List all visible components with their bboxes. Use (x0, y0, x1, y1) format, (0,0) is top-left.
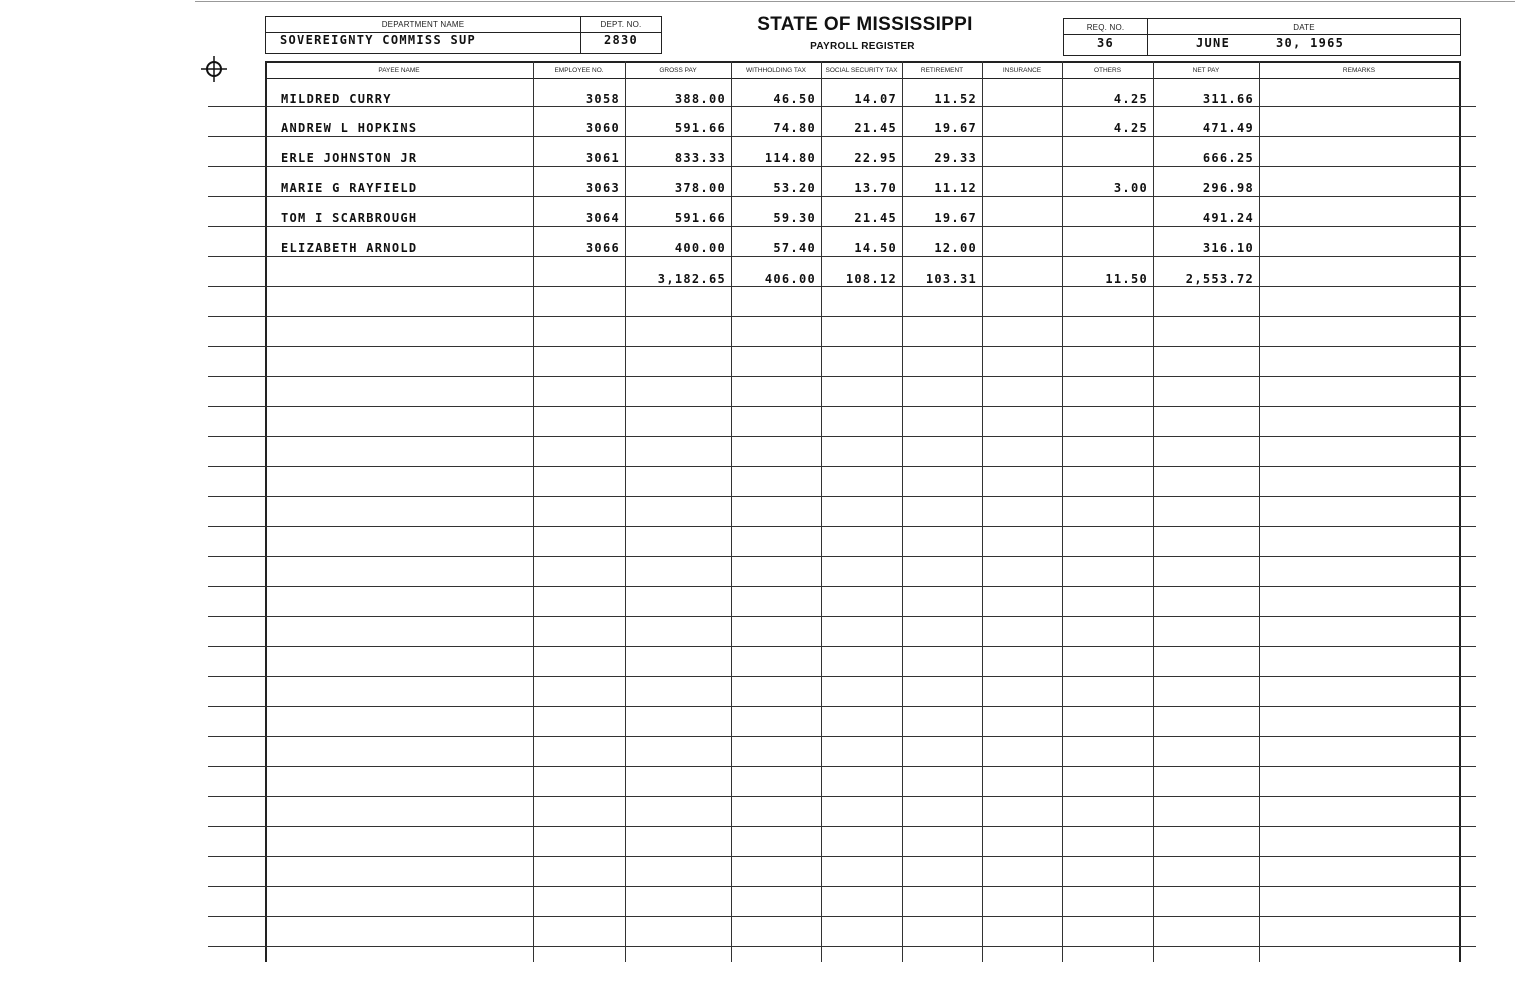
total-withholding: 406.00 (764, 272, 816, 286)
page-subtitle: PAYROLL REGISTER (810, 41, 915, 52)
grid-row-line (208, 856, 1476, 857)
cell-emp: 3061 (585, 151, 620, 165)
grid-row-line (208, 736, 1476, 737)
cell-net: 316.10 (1202, 241, 1254, 255)
cell-ret: 12.00 (934, 241, 977, 255)
grid-row-line (208, 586, 1476, 587)
cell-wh: 57.40 (773, 241, 816, 255)
cell-ss: 14.07 (854, 92, 897, 106)
grid-row-line (208, 886, 1476, 887)
column-header-retirement: RETIREMENT (920, 67, 964, 74)
column-header-withholding: WITHHOLDING TAX (745, 67, 807, 74)
cell-emp: 3066 (585, 241, 620, 255)
dept-no-value: 2830 (603, 33, 639, 47)
registration-target-icon (201, 56, 227, 82)
grid-row-line (208, 526, 1476, 527)
grid-row-line (208, 406, 1476, 407)
cell-gross: 591.66 (674, 211, 726, 225)
grid-row-line (208, 946, 1476, 947)
cell-net: 296.98 (1202, 181, 1254, 195)
cell-emp: 3063 (585, 181, 620, 195)
cell-name: TOM I SCARBROUGH (281, 211, 418, 225)
cell-ret: 19.67 (934, 211, 977, 225)
total-net: 2,553.72 (1185, 272, 1254, 286)
cell-ret: 29.33 (934, 151, 977, 165)
column-header-payee: PAYEE NAME (378, 67, 420, 74)
cell-ret: 11.52 (934, 92, 977, 106)
total-others: 11.50 (1105, 272, 1148, 286)
date-day-year: 30, 1965 (1276, 36, 1345, 50)
grid-row-line (208, 226, 1476, 227)
cell-net: 311.66 (1202, 92, 1254, 106)
cell-name: MILDRED CURRY (281, 92, 392, 106)
cell-ss: 21.45 (854, 121, 897, 135)
grid-row-line (208, 136, 1476, 137)
grid-top-border (265, 61, 1460, 63)
grid-row-line (208, 166, 1476, 167)
cell-wh: 46.50 (773, 92, 816, 106)
cell-net: 471.49 (1202, 121, 1254, 135)
grid-row-line (208, 646, 1476, 647)
cell-gross: 388.00 (674, 92, 726, 106)
date-box (1147, 18, 1461, 56)
cell-emp: 3058 (585, 92, 620, 106)
cell-wh: 53.20 (773, 181, 816, 195)
column-header-social: SOCIAL SECURITY TAX (825, 67, 898, 74)
cell-ret: 11.12 (934, 181, 977, 195)
grid-row-line (208, 916, 1476, 917)
cell-ss: 14.50 (854, 241, 897, 255)
grid-header-divider (265, 78, 1460, 79)
column-header-others: OTHERS (1093, 67, 1122, 74)
department-box (265, 16, 581, 54)
grid-row-line (208, 616, 1476, 617)
cell-name: MARIE G RAYFIELD (281, 181, 418, 195)
grid-row-line (208, 796, 1476, 797)
total-gross: 3,182.65 (657, 272, 726, 286)
grid-row-line (208, 436, 1476, 437)
cell-ss: 13.70 (854, 181, 897, 195)
cell-oth: 4.25 (1113, 92, 1148, 106)
cell-oth: 3.00 (1113, 181, 1148, 195)
grid-row-line (208, 766, 1476, 767)
grid-row-line (208, 676, 1476, 677)
cell-emp: 3060 (585, 121, 620, 135)
cell-ss: 22.95 (854, 151, 897, 165)
cell-oth: 4.25 (1113, 121, 1148, 135)
cell-gross: 400.00 (674, 241, 726, 255)
dept-no-label: DEPT. NO. (600, 20, 642, 29)
grid-row-line (208, 376, 1476, 377)
column-header-employee-no: EMPLOYEE NO. (554, 67, 604, 74)
column-header-remarks: REMARKS (1342, 67, 1376, 74)
grid-row-line (208, 286, 1476, 287)
cell-gross: 378.00 (674, 181, 726, 195)
cell-ss: 21.45 (854, 211, 897, 225)
cell-gross: 833.33 (674, 151, 726, 165)
cell-wh: 74.80 (773, 121, 816, 135)
cell-net: 491.24 (1202, 211, 1254, 225)
date-label: DATE (1293, 23, 1315, 32)
total-retirement: 103.31 (925, 272, 977, 286)
grid-row-line (208, 706, 1476, 707)
cell-wh: 114.80 (764, 151, 816, 165)
cell-name: ERLE JOHNSTON JR (281, 151, 418, 165)
grid-row-line (208, 826, 1476, 827)
grid-row-line (208, 316, 1476, 317)
req-no-value: 36 (1096, 36, 1115, 50)
req-no-box (1063, 18, 1148, 56)
dept-no-box (580, 16, 662, 54)
column-header-net: NET PAY (1192, 67, 1220, 74)
department-label: DEPARTMENT NAME (381, 20, 465, 29)
cell-emp: 3064 (585, 211, 620, 225)
cell-name: ELIZABETH ARNOLD (281, 241, 418, 255)
grid-row-line (208, 196, 1476, 197)
top-border (195, 1, 1515, 2)
page-title: STATE OF MISSISSIPPI (757, 14, 973, 35)
grid-row-line (208, 496, 1476, 497)
total-social: 108.12 (845, 272, 897, 286)
cell-name: ANDREW L HOPKINS (281, 121, 418, 135)
cell-wh: 59.30 (773, 211, 816, 225)
department-value: SOVEREIGNTY COMMISS SUP (280, 33, 477, 47)
column-header-insurance: INSURANCE (1002, 67, 1042, 74)
cell-ret: 19.67 (934, 121, 977, 135)
grid-row-line (208, 106, 1476, 107)
grid-row-line (208, 346, 1476, 347)
req-no-label: REQ. NO. (1086, 23, 1125, 32)
cell-net: 666.25 (1202, 151, 1254, 165)
grid-row-line (208, 256, 1476, 257)
grid-row-line (208, 466, 1476, 467)
cell-gross: 591.66 (674, 121, 726, 135)
date-month: JUNE (1196, 36, 1231, 50)
column-header-gross: GROSS PAY (659, 67, 697, 74)
grid-row-line (208, 556, 1476, 557)
